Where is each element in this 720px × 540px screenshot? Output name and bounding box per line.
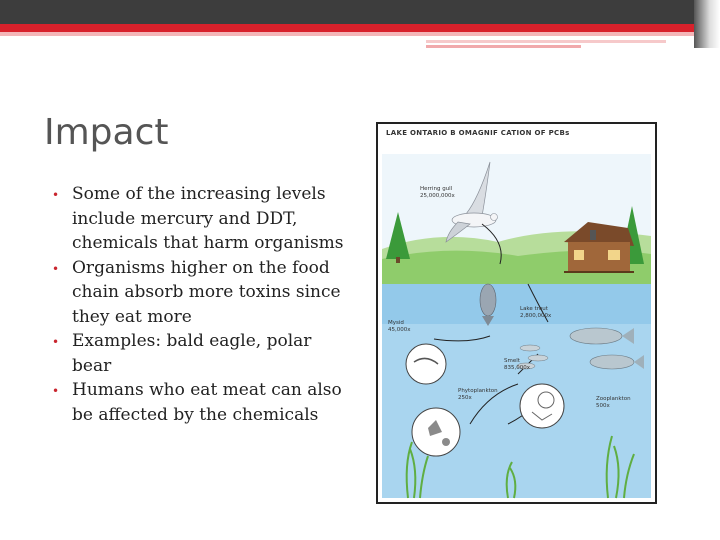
bullet-item — [52, 329, 352, 378]
label-value: 45,000x — [388, 327, 411, 333]
slide-title: Impact — [44, 112, 169, 153]
label-name: Phytoplankton — [458, 388, 498, 394]
label-value: 25,000,000x — [420, 193, 455, 199]
bullet-item — [52, 256, 352, 330]
label-name: Mysid — [388, 320, 404, 326]
header-accent-line — [426, 40, 666, 43]
bullet-icon: • — [52, 261, 60, 276]
label-phytoplankton — [458, 388, 498, 402]
bullet-icon: • — [52, 384, 60, 398]
bullet-icon: • — [52, 335, 60, 349]
label-herring-gull — [420, 186, 455, 200]
label-mysid — [388, 320, 411, 334]
bullet-list — [52, 182, 352, 427]
bullet-icon: • — [52, 188, 60, 202]
label-name: Smelt — [504, 358, 520, 364]
label-value: 250x — [458, 395, 472, 401]
header-corner-gradient — [694, 0, 720, 48]
label-value: 835,000x — [504, 365, 530, 371]
food-chain-illustration — [378, 124, 655, 502]
label-zooplankton — [596, 396, 631, 410]
bullet-text: Some of the increasing levels include mercury and DDT, chemicals that harm organisms — [72, 184, 344, 253]
bullet-text: Humans who eat meat can also be affected by the chemicals — [72, 380, 342, 425]
label-name: Herring gull — [420, 186, 453, 192]
figure-title: LAKE ONTARIO B OMAGNIF CATION OF PCBs — [386, 129, 570, 137]
zooplankton-circle — [520, 384, 564, 428]
header-pink-band — [0, 32, 720, 36]
mysid-circle — [406, 344, 446, 384]
header-red-band — [0, 24, 720, 32]
label-name: Zooplankton — [596, 396, 631, 402]
label-smelt — [504, 358, 530, 372]
bullet-item — [52, 182, 352, 256]
label-value: 500x — [596, 403, 610, 409]
label-name: Lake trout — [520, 306, 548, 312]
biomagnification-figure — [376, 122, 657, 504]
label-value: 2,800,000x — [520, 313, 552, 319]
bullet-text: Examples: bald eagle, polar bear — [72, 331, 312, 376]
bullet-text: Organisms higher on the food chain absorb more toxins since they eat more — [72, 257, 341, 327]
header-dark-band — [0, 0, 720, 24]
header-accent-line — [426, 45, 581, 48]
label-lake-trout — [520, 306, 551, 320]
bullet-item — [52, 378, 352, 427]
